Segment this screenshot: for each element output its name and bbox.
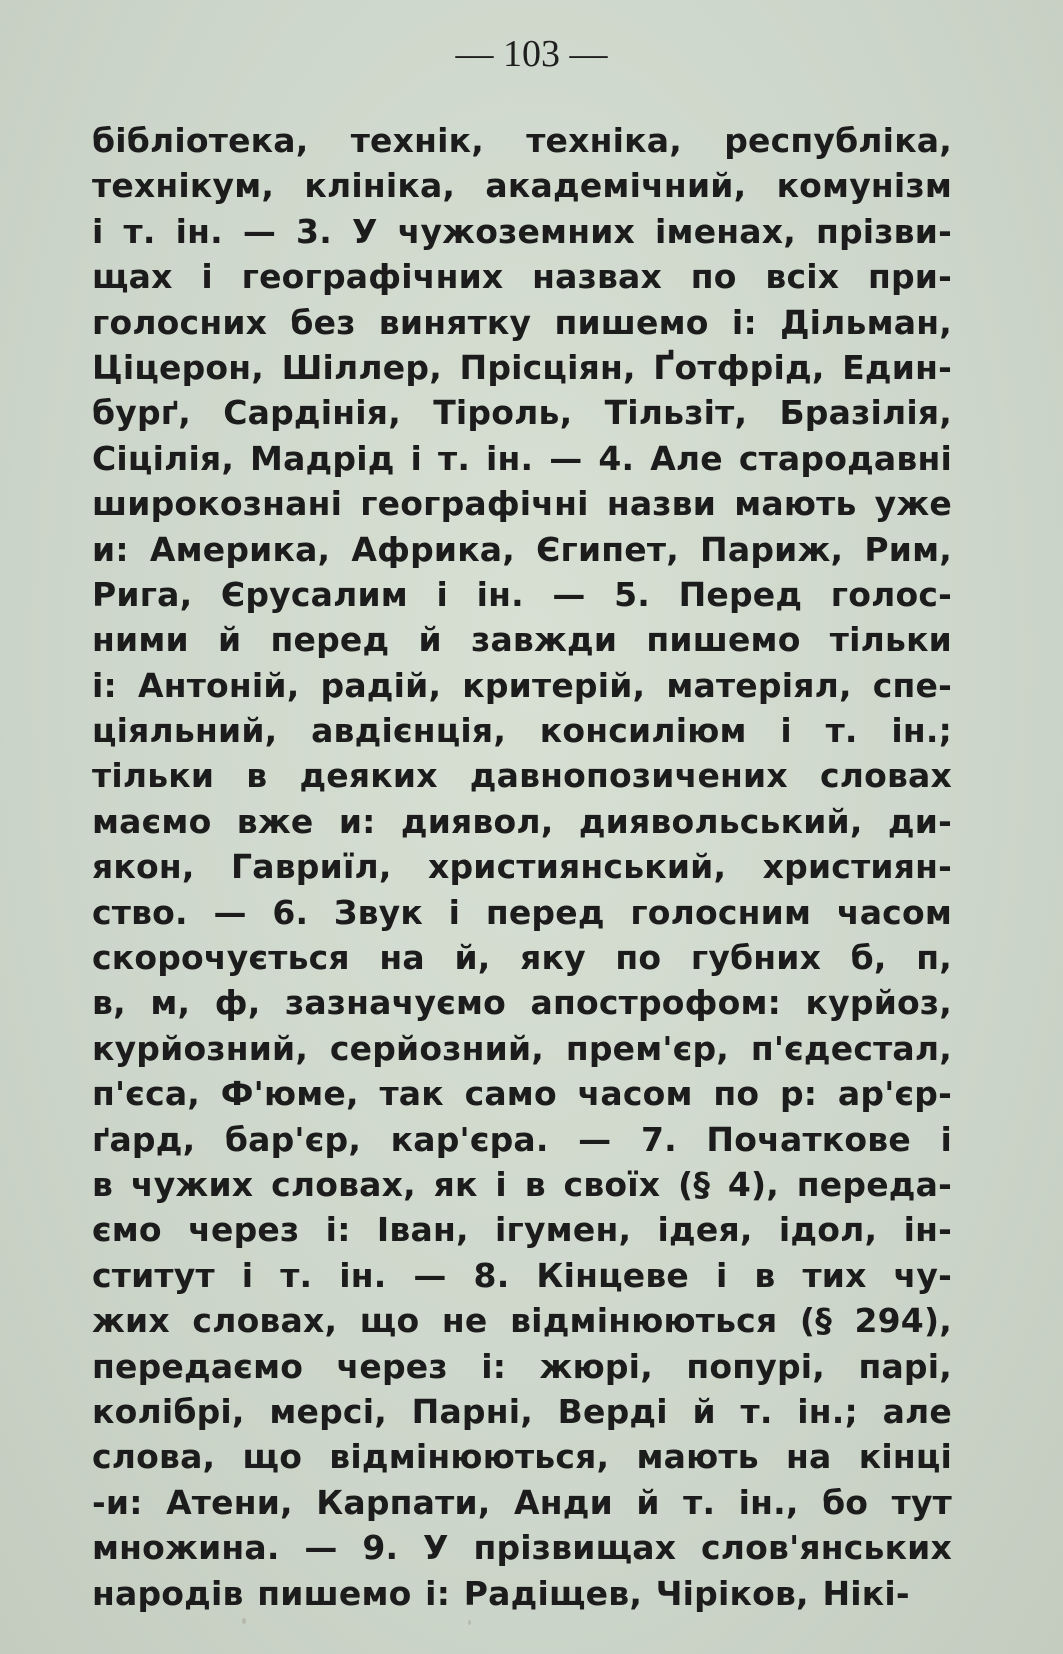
text-line-33: народів пишемо і: Радіщев, Чіріков, Нікі- xyxy=(92,1573,910,1613)
text-line-17: якон, Гавриїл, християнський, християн- xyxy=(92,847,952,887)
text-line-27: жих словах, що не відмінюються (§ 294), xyxy=(92,1301,952,1341)
text-line-14: ціяльний, авдієнція, консиліюм і т. ін.; xyxy=(92,711,952,751)
text-line-1: бібліотека, технік, техніка, республіка, xyxy=(92,121,952,160)
text-line-6: Ціцерон, Шіллер, Прісціян, Ґотфрід, Един- xyxy=(92,347,952,387)
text-line-5: голосних без винятку пишемо і: Дільман, xyxy=(92,302,952,342)
text-line-10: и: Америка, Африка, Єгипет, Париж, Рим, xyxy=(92,529,952,569)
text-line-30: слова, що відмінюються, мають на кінці xyxy=(92,1437,952,1477)
text-line-23: ґард, бар'єр, кар'єра. — 7. Початкове і xyxy=(92,1119,952,1159)
text-line-9: широкознані географічні назви мають уже xyxy=(92,484,952,524)
text-line-18: ство. — 6. Звук і перед голосним часом xyxy=(92,892,952,932)
text-line-29: колібрі, мерсі, Парні, Верді й т. ін.; але xyxy=(92,1391,952,1431)
text-line-24: в чужих словах, як і в своїх (§ 4), переда- xyxy=(92,1164,952,1204)
paper-speck xyxy=(468,1620,471,1625)
text-line-32: множина. — 9. У прізвищах слов'янських xyxy=(92,1528,952,1568)
page-number: — 103 — xyxy=(455,33,608,75)
text-line-26: ститут і т. ін. — 8. Кінцеве і в тих чу- xyxy=(92,1255,952,1295)
body-text xyxy=(92,118,952,1616)
text-line-16: маємо вже и: диявол, диявольський, ди- xyxy=(92,801,952,841)
text-line-13: і: Антоній, радій, критерій, матеріял, спе- xyxy=(92,665,952,705)
text-line-8: Сіцілія, Мадрід і т. ін. — 4. Але стародавні xyxy=(92,438,952,478)
text-line-3: і т. ін. — 3. У чужоземних іменах, прізви- xyxy=(92,211,952,251)
text-line-2: технікум, клініка, академічний, комунізм xyxy=(92,166,952,206)
text-line-4: щах і географічних назвах по всіх при- xyxy=(92,257,952,297)
text-line-12: ними й перед й завжди пишемо тільки xyxy=(92,620,952,660)
text-line-15: тільки в деяких давнопозичених словах xyxy=(92,756,952,796)
text-line-31: -и: Атени, Карпати, Анди й т. ін., бо тут xyxy=(92,1482,952,1522)
text-line-21: курйозний, серйозний, прем'єр, п'єдестал, xyxy=(92,1028,952,1068)
text-line-7: бурґ, Сардінія, Тіроль, Тільзіт, Бразілія, xyxy=(92,393,952,433)
text-line-19: скорочується на й, яку по губних б, п, xyxy=(92,938,952,978)
text-line-11: Рига, Єрусалим і ін. — 5. Перед голос- xyxy=(92,574,952,614)
text-line-22: п'єса, Ф'юме, так само часом по р: ар'єр- xyxy=(92,1074,952,1114)
text-line-28: передаємо через і: жюрі, попурі, парі, xyxy=(92,1346,952,1386)
text-line-20: в, м, ф, зазначуємо апострофом: курйоз, xyxy=(92,983,952,1023)
text-line-25: ємо через і: Іван, ігумен, ідея, ідол, ін- xyxy=(92,1210,952,1250)
paper-speck xyxy=(242,1618,246,1624)
